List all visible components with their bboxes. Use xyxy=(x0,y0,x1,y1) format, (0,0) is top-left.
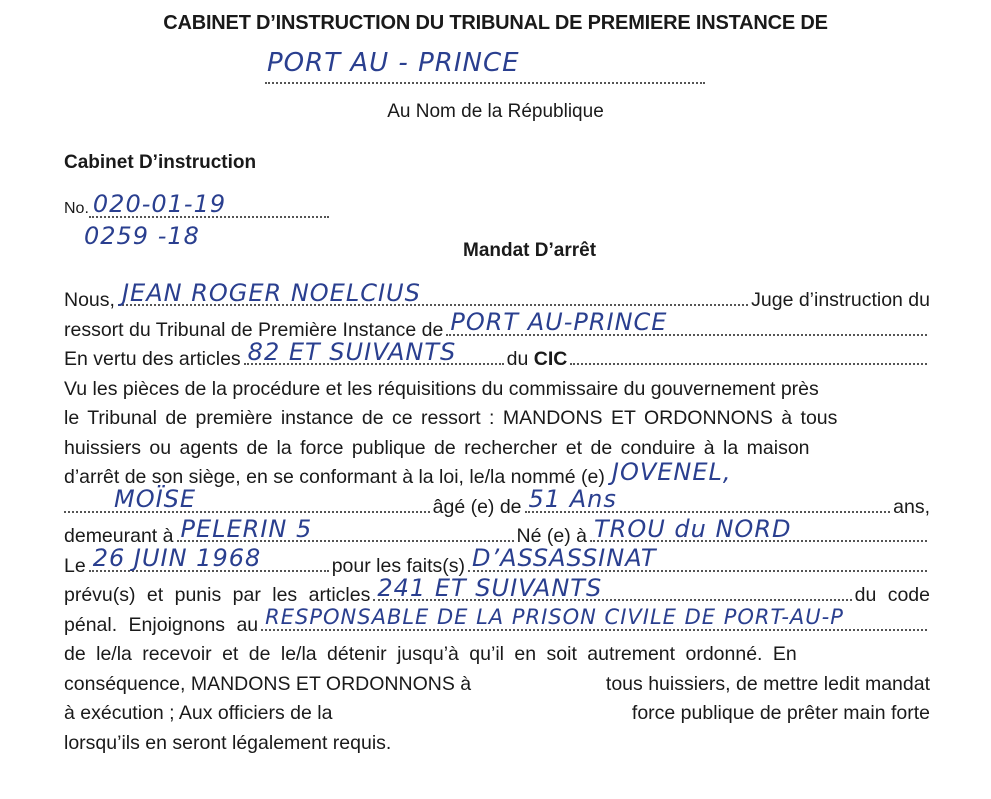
line-body-13 xyxy=(64,640,930,670)
line-enjoin xyxy=(64,605,930,641)
text: pour les faits(s) xyxy=(331,554,465,577)
birthplace-field xyxy=(590,514,927,543)
text: Juge d’instruction du xyxy=(751,289,930,311)
line-body-6 xyxy=(64,434,930,464)
age-field xyxy=(525,485,891,513)
text: d’arrêt de son siège, en se conformant à la loi, le/la nommé (e) xyxy=(64,466,605,488)
person-lastname-field xyxy=(64,485,430,513)
cabinet-label: Cabinet D’instruction xyxy=(64,152,257,173)
republic-subtitle: Au Nom de la République xyxy=(387,101,604,122)
document-title: Mandat D’arrêt xyxy=(463,240,597,261)
judge-name: JEAN ROGER NOELCIUS xyxy=(121,278,421,307)
jurisdiction-field xyxy=(446,308,927,336)
text: du code xyxy=(854,584,930,606)
birthdate: 26 JUIN 1968 xyxy=(92,544,262,572)
case-number-label: No. xyxy=(64,200,89,217)
line-body-5 xyxy=(64,404,930,434)
residence-field xyxy=(177,514,514,543)
case-number-secondary: 0259 -18 xyxy=(84,222,200,250)
charges: D’ASSASSINAT xyxy=(472,544,657,572)
line-articles-cic xyxy=(64,337,930,375)
line-jurisdiction xyxy=(64,308,930,346)
person-age: 51 Ans xyxy=(528,485,617,513)
line-body-14 xyxy=(64,670,930,700)
line-body-15 xyxy=(64,699,930,729)
charges-field xyxy=(468,544,927,572)
line-body-16 xyxy=(64,729,930,759)
residence: PELERIN 5 xyxy=(180,514,313,543)
person-firstname-field xyxy=(608,457,927,486)
cic-blank-field xyxy=(570,345,927,365)
birthplace: TROU du NORD xyxy=(593,514,792,543)
line-body-4 xyxy=(64,375,930,405)
judge-name-field xyxy=(118,278,748,307)
court-city-field xyxy=(265,48,705,84)
cic-label: CIC xyxy=(533,348,568,370)
person-firstname: JOVENEL, xyxy=(611,457,732,486)
text: le Tribunal de première instance de ce ressort : MANDONS ET ORDONNONS à tous xyxy=(64,407,838,429)
text: âgé (e) de xyxy=(432,495,522,518)
text: tous huissiers, de mettre ledit mandat xyxy=(605,672,930,695)
text: Vu les pièces de la procédure et les réquisitions du commissaire du gouvernement près xyxy=(64,377,819,400)
text: Le xyxy=(64,554,86,577)
text: force publique de prêter main forte xyxy=(631,702,930,724)
person-lastname: MOÏSE xyxy=(114,485,197,513)
text: Né (e) à xyxy=(516,525,587,547)
custodian-field xyxy=(261,605,927,631)
jurisdiction-city: PORT AU-PRINCE xyxy=(450,308,668,336)
cic-articles-field xyxy=(244,337,504,366)
text: pénal. Enjoignons au xyxy=(64,613,259,636)
text: En vertu des articles xyxy=(64,348,241,370)
case-number-value: 020-01-19 xyxy=(92,190,227,218)
court-header-title: CABINET D’INSTRUCTION DU TRIBUNAL DE PREMIERE INSTANCE DE xyxy=(163,12,828,34)
cic-articles: 82 ET SUIVANTS xyxy=(247,337,457,366)
text: de le/la recevoir et de le/la détenir jusqu’à qu’il en soit autrement ordonné. En xyxy=(64,643,797,665)
text: huissiers ou agents de la force publique de rechercher et de conduire à la maison xyxy=(64,436,810,459)
text: conséquence, MANDONS ET ORDONNONS à xyxy=(64,672,472,695)
text: à exécution ; Aux officiers de la xyxy=(64,702,333,724)
text: ressort du Tribunal de Première Instance de xyxy=(64,318,444,341)
text: du xyxy=(506,348,529,370)
penal-articles-field xyxy=(373,573,851,602)
penal-articles: 241 ET SUIVANTS xyxy=(377,573,603,602)
text: ans, xyxy=(893,495,931,518)
birthdate-field xyxy=(89,544,329,572)
text: demeurant à xyxy=(64,525,174,547)
warrant-body xyxy=(64,278,931,758)
court-city-handwritten: PORT AU - PRINCE xyxy=(267,48,520,78)
custodian: RESPONSABLE DE LA PRISON CIVILE DE PORT-AU-P xyxy=(265,605,844,629)
case-number-field xyxy=(64,190,329,218)
text: Nous, xyxy=(64,289,115,311)
text: lorsqu’ils en seront légalement requis. xyxy=(64,731,392,754)
text: prévu(s) et punis par les articles xyxy=(64,584,371,606)
